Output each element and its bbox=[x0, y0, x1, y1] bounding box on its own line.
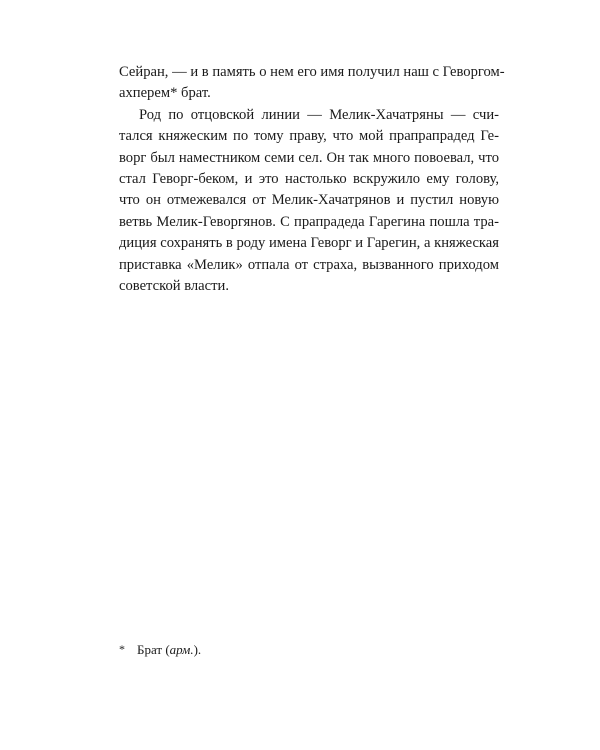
text-line: ахперем* брат. bbox=[119, 85, 211, 102]
footnote-close: ). bbox=[193, 642, 202, 657]
paragraph bbox=[119, 62, 505, 105]
footnote-mark: * bbox=[119, 642, 125, 656]
main-text bbox=[119, 62, 505, 297]
text-line: ветвь Мелик-Геворгянов. С прапрадеда Гарегина пошла тра- bbox=[119, 213, 499, 230]
paragraph bbox=[119, 105, 499, 298]
footnote-abbreviation: арм. bbox=[169, 642, 194, 657]
footnote-term: Брат ( bbox=[137, 642, 170, 657]
text-line: что он отмежевался от Мелик-Хачатрянов и пустил новую bbox=[119, 192, 499, 209]
text-line: стал Геворг-беком, и это настолько вскружило ему голову, bbox=[119, 170, 499, 187]
text-line: тался княжеским по тому праву, что мой прапрапрадед Ге- bbox=[119, 128, 499, 145]
footnote bbox=[119, 640, 201, 659]
text-line: приставка «Мелик» отпала от страха, вызванного приходом bbox=[119, 256, 499, 273]
text-line: советской власти. bbox=[119, 277, 229, 294]
text-line: Род по отцовской линии — Мелик-Хачатряны — счи- bbox=[139, 106, 499, 123]
text-line: диция сохранять в роду имена Геворг и Гарегин, а княжеская bbox=[119, 235, 499, 252]
text-line: ворг был наместником семи сел. Он так много повоевал, что bbox=[119, 149, 499, 166]
text-line: Сейран, — и в память о нем его имя получил наш с Геворгом- bbox=[119, 64, 505, 80]
